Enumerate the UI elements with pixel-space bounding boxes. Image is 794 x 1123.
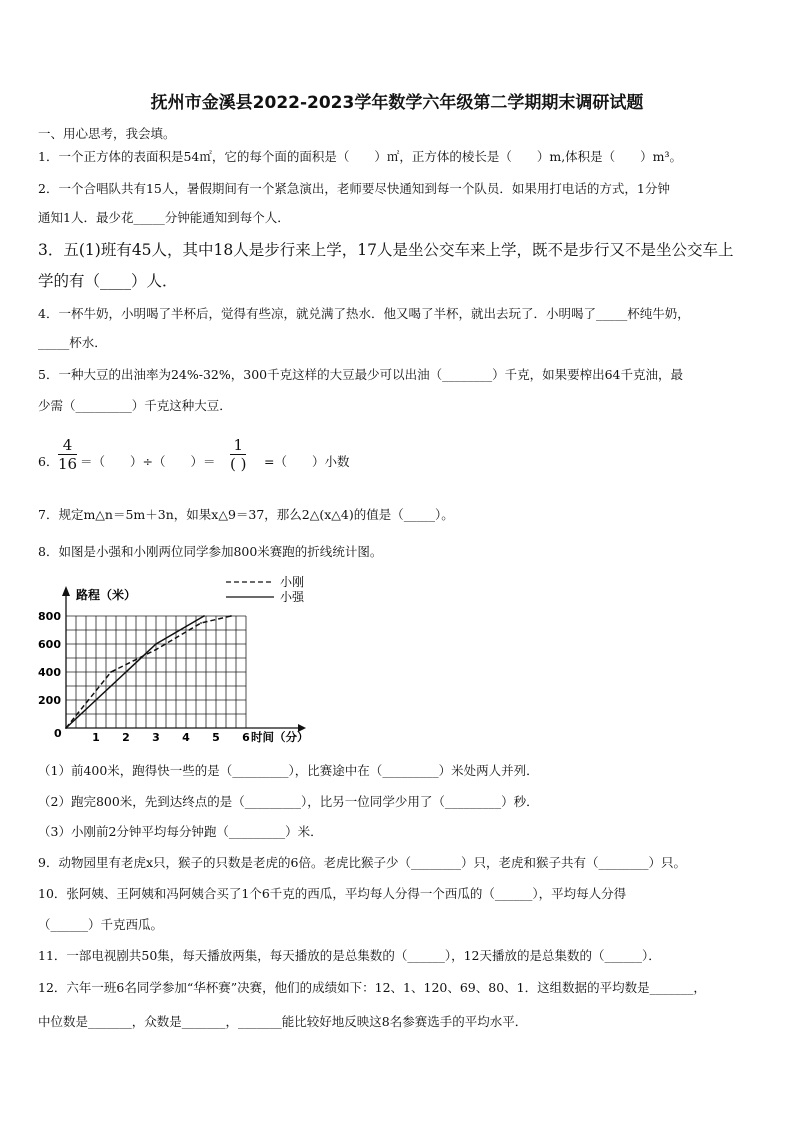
question-12-line-2: 中位数是_______，众数是_______，_______能比较好地反映这8名参赛选手的平均水平． xyxy=(38,1014,528,1029)
question-7: 7．规定m△n＝5m＋3n，如果x△9＝37，那么2△(x△4)的值是（_____）。 xyxy=(38,507,454,522)
question-9: 9．动物园里有老虎x只，猴子的只数是老虎的6倍。老虎比猴子少（________）只，老虎和猴子共有（________）只。 xyxy=(38,855,686,870)
x-tick-label: 6 xyxy=(242,731,250,744)
legend-label-小刚: 小刚 xyxy=(280,575,305,589)
question-4-line-2: _____杯水． xyxy=(38,335,107,350)
x-axis-label: 时间（分） xyxy=(251,730,309,744)
fraction-denominator: 16 xyxy=(58,455,78,473)
y-axis-label: 路程（米） xyxy=(76,588,137,602)
question-5-line-2: 少需（_________）千克这种大豆． xyxy=(38,398,232,413)
y-tick-label: 600 xyxy=(38,638,61,651)
data-point-小刚 xyxy=(230,615,232,617)
page-title: 抚州市金溪县2022-2023学年数学六年级第二学期期末调研试题 xyxy=(150,93,644,113)
y-tick-label: 400 xyxy=(38,666,61,679)
chart-axes xyxy=(62,586,306,732)
fraction-numerator: 4 xyxy=(58,437,77,455)
x-tick-label: 5 xyxy=(212,731,220,744)
x-tick-label: 1 xyxy=(92,731,100,744)
y-axis-arrow xyxy=(62,586,70,596)
x-tick-label: 4 xyxy=(182,731,190,744)
chart-grid xyxy=(66,616,246,728)
question-1: 1．一个正方体的表面积是54㎡，它的每个面的面积是（ ）㎡，正方体的棱长是（ ）m,体积是（ ）m³。 xyxy=(38,149,683,164)
data-point-小强 xyxy=(155,643,157,645)
question-3-line-1: 3．五(1)班有45人，其中18人是步行来上学，17人是坐公交车来上学，既不是步行又不是坐公交车上 xyxy=(38,241,734,259)
question-8-sub-2: （2）跑完800米，先到达终点的是（_________），比另一位同学少用了（_________）秒． xyxy=(38,794,539,809)
question-8-sub-3: （3）小刚前2分钟平均每分钟跑（_________）米． xyxy=(38,824,323,839)
question-2-line-2: 通知1人．最少花_____分钟能通知到每个人． xyxy=(38,210,290,225)
question-2-line-1: 2．一个合唱队共有15人，暑假期间有一个紧急演出，老师要尽快通知到每一个队员．如果用打电话的方式，1分钟 xyxy=(38,181,670,196)
chart-legend xyxy=(226,574,305,604)
question-6-middle: ＝（ ）÷（ ）＝ xyxy=(80,454,216,469)
x-tick-label: 3 xyxy=(152,731,160,744)
section-heading: 一、用心思考，我会填。 xyxy=(38,126,176,141)
question-3-line-2: 学的有（____）人． xyxy=(38,272,178,290)
data-point-小强 xyxy=(203,615,205,617)
fraction-1-blank xyxy=(230,437,246,473)
fraction-4-16 xyxy=(58,437,77,473)
data-point-小刚 xyxy=(200,622,202,624)
question-4-line-1: 4．一杯牛奶，小明喝了半杯后，觉得有些凉，就兑满了热水．他又喝了半杯，就出去玩了．小明喝了_____杯纯牛奶， xyxy=(38,306,690,321)
question-6-number: 6． xyxy=(38,454,59,469)
fraction-denominator: ( ) xyxy=(230,455,247,473)
y-tick-label: 800 xyxy=(38,610,61,623)
question-11: 11．一部电视剧共50集，每天播放两集，每天播放的是总集数的（______），12天播放的是总集数的（______）． xyxy=(38,948,661,963)
x-tick-label: 2 xyxy=(122,731,130,744)
data-point-小强 xyxy=(65,727,67,729)
question-10-line-2: （______）千克西瓜。 xyxy=(38,917,164,932)
fraction-numerator: 1 xyxy=(230,437,246,455)
question-8-stem: 8．如图是小强和小刚两位同学参加800米赛跑的折线统计图。 xyxy=(38,544,383,559)
y-tick-label: 200 xyxy=(38,694,61,707)
question-8-sub-1: （1）前400米，跑得快一些的是（_________），比赛途中在（_________）米处两人并列． xyxy=(38,763,539,778)
data-point-小刚 xyxy=(110,671,112,673)
line-chart xyxy=(30,572,330,748)
legend-label-小强: 小强 xyxy=(280,590,305,604)
question-6-tail: =（ ）小数 xyxy=(264,454,350,469)
question-5-line-1: 5．一种大豆的出油率为24%-32%，300千克这样的大豆最少可以出油（________）千克，如果要榨出64千克油，最 xyxy=(38,367,684,382)
question-12-line-1: 12．六年一班6名同学参加“华杯赛”决赛，他们的成绩如下：12、1、120、69、80、1．这组数据的平均数是_______， xyxy=(38,980,706,995)
origin-label: 0 xyxy=(54,727,62,740)
data-point-小刚 xyxy=(155,649,157,651)
question-10-line-1: 10．张阿姨、王阿姨和冯阿姨合买了1个6千克的西瓜，平均每人分得一个西瓜的（______），平均每人分得 xyxy=(38,886,627,901)
